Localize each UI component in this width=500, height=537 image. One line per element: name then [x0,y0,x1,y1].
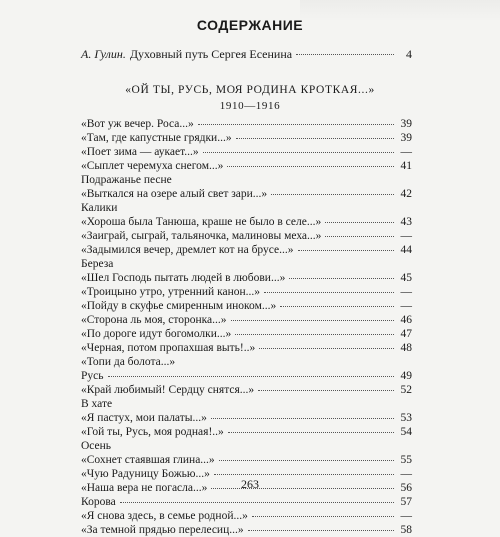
toc-entry [81,145,412,159]
toc-entry-page: — [400,286,412,298]
dot-leader [211,418,394,419]
toc-entry [81,187,412,201]
dot-leader [325,236,394,237]
toc-entry-title: «Хороша была Танюша, краше не было в селе...» [81,216,322,228]
toc-entry-title: «Там, где капустные грядки...» [81,132,232,144]
toc-entry-page: — [400,468,412,480]
toc-entry-title: Калики [81,202,118,214]
toc-entry-title: Русь [81,370,104,382]
toc-entry-page: 58 [400,524,412,536]
toc-entry [81,299,412,313]
dot-leader [298,250,395,251]
toc-entry-page: — [400,510,412,522]
dot-leader [198,124,394,125]
toc-entry-title: «Сторона ль моя, сторонка...» [81,314,227,326]
toc-entry [81,285,412,299]
toc-entry [81,369,412,383]
dot-leader [259,348,394,349]
toc-entry-title: Подражанье песне [81,174,172,186]
toc-entry-page: 39 [400,118,412,130]
toc-entry [81,411,412,425]
dot-leader [248,530,394,531]
toc-entry-title: «Выткался на озере алый свет зари...» [81,188,268,200]
toc-entry-page: 57 [400,496,412,508]
dot-leader [289,278,394,279]
toc-entry [81,159,412,173]
toc-entry [81,243,412,257]
toc-entry-page: 41 [400,160,412,172]
toc-entry-title: «Гой ты, Русь, моя родная!..» [81,426,224,438]
toc-entry-title: «Я снова здесь, в семье родной...» [81,510,248,522]
toc-entry [81,229,412,243]
toc-entry [81,397,412,411]
toc-entry [81,439,412,453]
toc-entry [81,215,412,229]
toc-entry-title: «Поет зима — аукает...» [81,146,199,158]
intro-title: Духовный путь Сергея Есенина [129,47,293,61]
toc-entry-page: 53 [400,412,412,424]
toc-entry-title: «По дороге идут богомолки...» [81,328,232,340]
toc-entry-title: «Черная, потом пропахшая выть!..» [81,342,256,354]
toc-entry-title: Береза [81,258,114,270]
dot-leader [214,474,394,475]
section-title: «ОЙ ТЫ, РУСЬ, МОЯ РОДИНА КРОТКАЯ...» [125,84,375,96]
dot-leader [325,222,394,223]
page-heading: СОДЕРЖАНИЕ [196,17,304,33]
toc-entry-page: 55 [400,454,412,466]
intro-entry [81,47,412,61]
toc-entry-page: — [400,300,412,312]
toc-entry-page: 54 [400,426,412,438]
toc-entry [81,425,412,439]
toc-entry-page: — [400,230,412,242]
intro-page: 4 [406,47,412,61]
toc-entry-title: «Троицыно утро, утренний канон...» [81,286,261,298]
toc-entry-title: «Задымился вечер, дремлет кот на брусе...» [81,244,294,256]
toc-entry-title: «Сыплет черемуха снегом...» [81,160,224,172]
dot-leader [203,152,394,153]
dot-leader [271,194,394,195]
toc-entry-title: Корова [81,496,116,508]
toc-entry-page: — [400,146,412,158]
dot-leader [219,460,394,461]
toc-entry-page: 44 [400,244,412,256]
toc-entry [81,341,412,355]
toc-entry-title: «Наша вера не погасла...» [81,482,208,494]
dot-leader [280,306,394,307]
toc-entry-page: 47 [400,328,412,340]
dot-leader [236,138,394,139]
toc-entry [81,313,412,327]
toc-entry [81,509,412,523]
page-number: 263 [241,477,259,491]
toc-entry [81,117,412,131]
toc-entry [81,495,412,509]
toc-entry [81,453,412,467]
toc-entry-title: «Шел Господь пытать людей в любови...» [81,272,286,284]
toc-entry-page: 43 [400,216,412,228]
dot-leader [235,334,394,335]
toc-entry-page: 48 [400,342,412,354]
dot-leader [227,166,394,167]
toc-entry-title: «Пойду в скуфье смиренным иноком...» [81,300,277,312]
toc-entry [81,523,412,537]
intro-author: А. Гулин. [81,47,126,61]
dot-leader [252,516,394,517]
toc-entry-title: «Чую Радуницу Божью...» [81,468,210,480]
toc-entry-page: 45 [400,272,412,284]
dot-leader [296,54,394,55]
toc-entry [81,201,412,215]
toc-entry-title: «Заиграй, сыграй, тальяночка, малиновы меха...» [81,230,322,242]
dot-leader [228,432,394,433]
toc-entry-page: 52 [400,384,412,396]
toc-entry [81,173,412,187]
toc-entry-title: «Вот уж вечер. Роса...» [81,118,194,130]
toc-entry-title: «За темной прядью перелесиц...» [81,524,244,536]
toc-entry-page: 39 [400,132,412,144]
toc-entry [81,271,412,285]
dot-leader [108,376,395,377]
dot-leader [258,390,394,391]
dot-leader [120,502,394,503]
toc-entry [81,257,412,271]
toc-entry [81,327,412,341]
toc-entry-title: В хате [81,398,113,410]
dot-leader [231,320,394,321]
toc-entry-title: «Я пастух, мои палаты...» [81,412,207,424]
toc-entry-page: 42 [400,188,412,200]
toc-entry [81,131,412,145]
toc-entry-title: «Сохнет стаявшая глина...» [81,454,215,466]
toc-entry [81,383,412,397]
toc-entry [81,355,412,369]
toc-entry-title: «Топи да болота...» [81,356,176,368]
toc-entry-title: Осень [81,440,112,452]
toc-entry-page: 56 [400,482,412,494]
toc-list [81,117,412,537]
toc-entry-page: 49 [400,370,412,382]
toc-entry-page: 46 [400,314,412,326]
section-years: 1910—1916 [219,100,281,112]
toc-entry-title: «Край любимый! Сердцу снятся...» [81,384,255,396]
dot-leader [264,292,394,293]
